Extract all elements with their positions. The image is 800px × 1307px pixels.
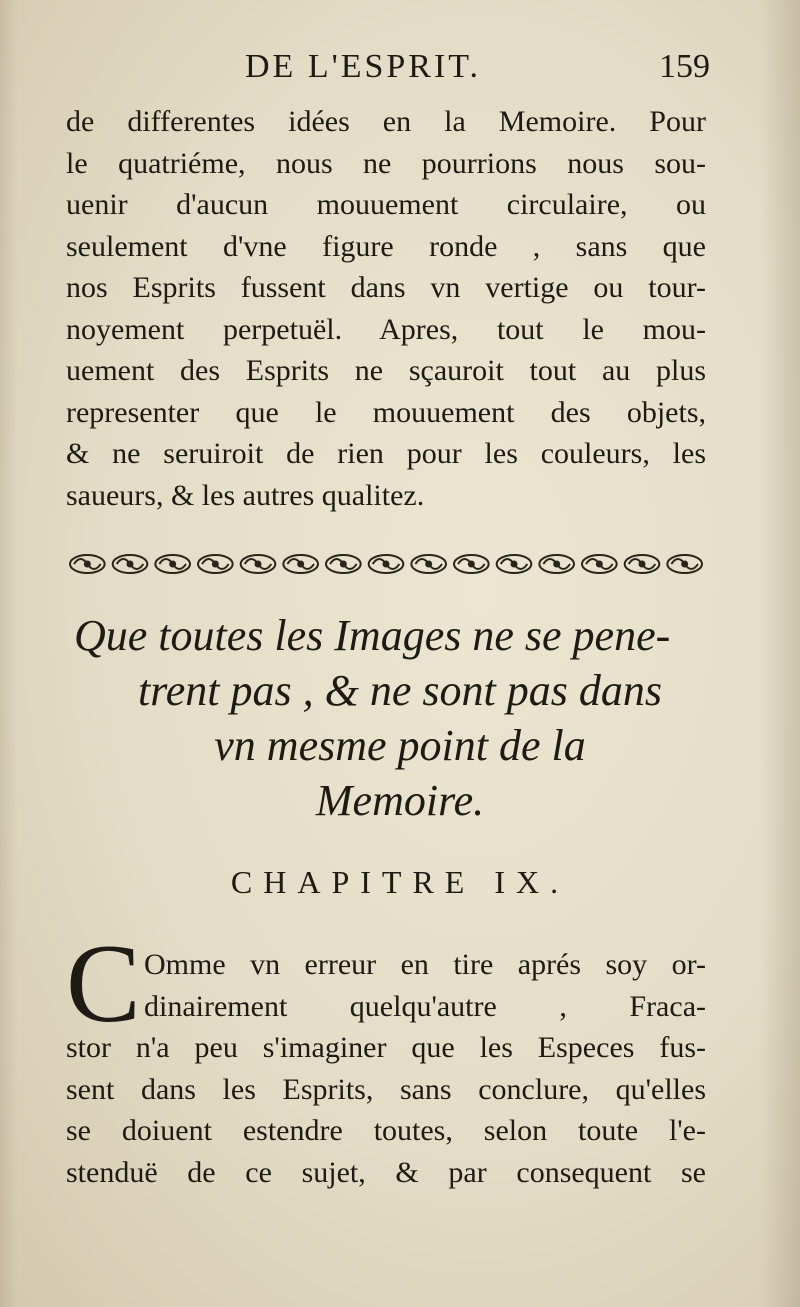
text-line: uenir d'aucun mouuement circulaire, ou (66, 188, 706, 221)
text-line: Omme vn erreur en tire aprés soy or- (144, 948, 706, 981)
chapter-heading: CHAPITRE IX. (230, 864, 570, 900)
ornament-piece (625, 555, 660, 573)
ornament-piece (198, 555, 233, 573)
text-line: se doiuent estendre toutes, selon toute l'e- (66, 1114, 706, 1147)
text-line: nos Esprits fussent dans vn vertige ou tour- (66, 271, 706, 304)
page-number: 159 (659, 48, 710, 85)
text-line: de differentes idées en la Memoire. Pour (66, 105, 706, 138)
text-line: & ne seruiroit de rien pour les couleurs, les (66, 437, 706, 470)
text-line: representer que le mouuement des objets, (66, 395, 706, 429)
ornament-piece (454, 555, 489, 573)
text-line: dinairement quelqu'autre , Fraca- (144, 989, 706, 1023)
text-line: le quatriéme, nous ne pourrions nous sou- (66, 146, 706, 180)
ornamental-divider (66, 545, 706, 583)
page-gutter-shadow (0, 0, 18, 1307)
text-line: uement des Esprits ne sçauroit tout au plus (66, 354, 706, 387)
ornament-piece (539, 555, 574, 573)
drop-cap: C (66, 922, 141, 1046)
ornament-piece (113, 555, 148, 573)
ornament-piece (667, 555, 702, 573)
paragraph-body (66, 944, 706, 1193)
ornament-piece (326, 555, 361, 573)
page-edge-shadow (760, 0, 800, 1307)
ornament-piece (283, 555, 318, 573)
ornament-piece (411, 555, 446, 573)
ornament-piece (497, 555, 532, 573)
section-title-line: Que toutes les Images ne se pene- (74, 611, 671, 660)
section-title-line: Memoire. (315, 776, 485, 825)
ornament-piece (241, 555, 276, 573)
ornament-piece (582, 555, 617, 573)
page-header (70, 48, 710, 98)
running-head: DE L'ESPRIT. (245, 48, 482, 85)
ornament-piece (70, 555, 105, 573)
section-title (40, 608, 760, 828)
text-line: noyement perpetuël. Apres, tout le mou- (66, 312, 706, 346)
section-title-line: trent pas , & ne sont pas dans (138, 666, 662, 715)
text-line: seulement d'vne figure ronde , sans que (66, 229, 706, 263)
text-line: stenduë de ce sujet, & par consequent se (66, 1155, 706, 1189)
text-line: saueurs, & les autres qualitez. (66, 478, 425, 512)
ornament-piece (155, 555, 190, 573)
paragraph-top (66, 101, 706, 516)
ornament-piece (369, 555, 404, 573)
text-line: sent dans les Esprits, sans conclure, qu'elles (66, 1072, 706, 1106)
text-line: stor n'a peu s'imaginer que les Especes fus- (66, 1031, 706, 1064)
section-title-line: vn mesme point de la (214, 721, 586, 770)
